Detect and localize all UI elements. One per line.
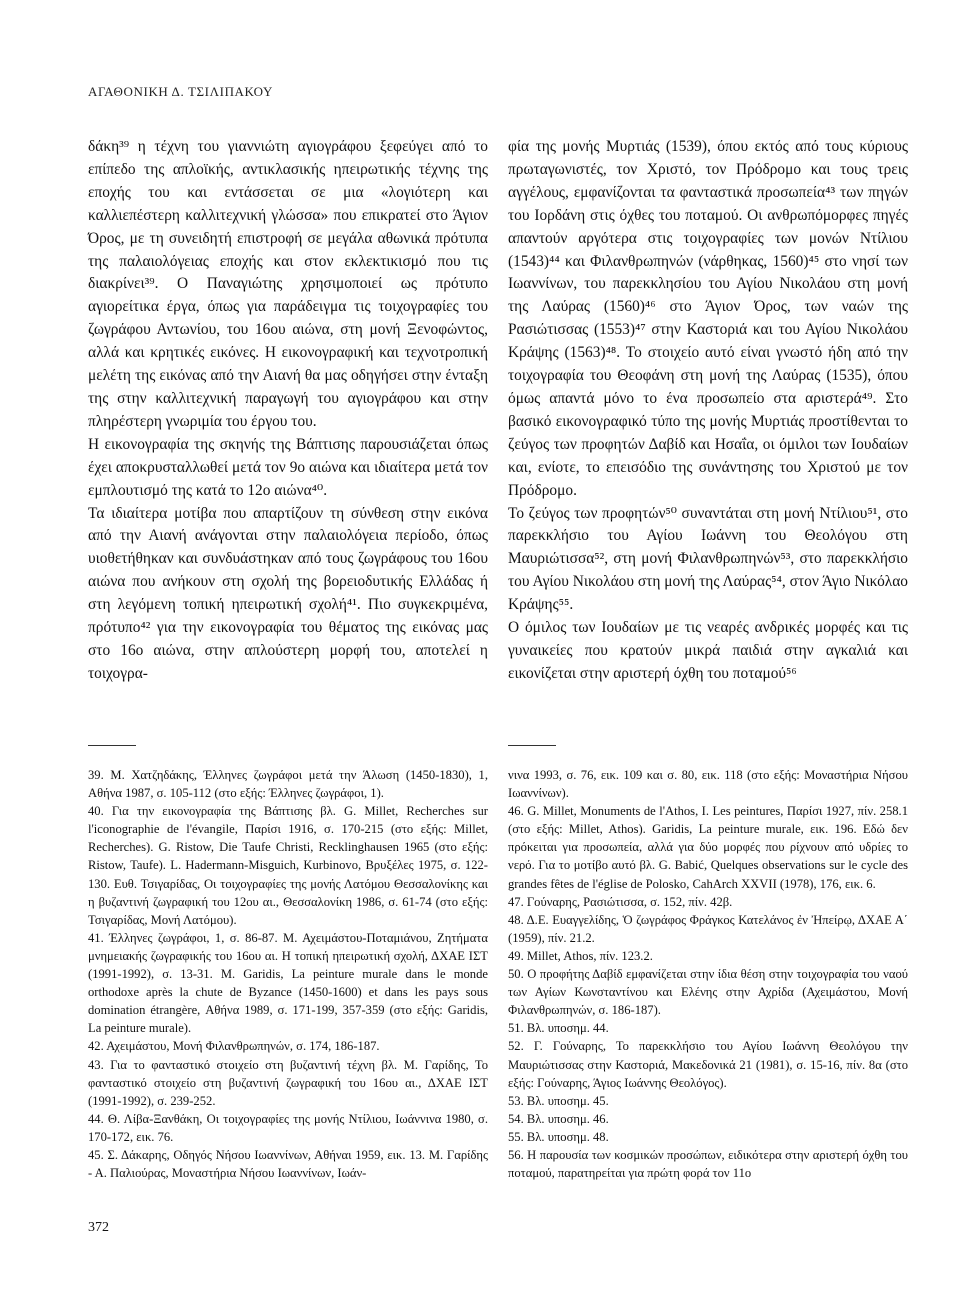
paragraph: Η εικονογραφία της σκηνής της Βάπτισης παρουσιάζεται όπως έχει αποκρυσταλλωθεί μετά τον 9ο αιώνα και ιδιαίτερα μετά τον εμπλουτισμό της κατά το 12ο αιώνα⁴⁰.: [88, 435, 488, 499]
footnote: 54. Βλ. υποσημ. 46.: [508, 1111, 609, 1126]
running-head: ΑΓΑΘΟΝΙΚΗ Δ. ΤΣΙΛΙΠΑΚΟΥ: [88, 84, 273, 99]
footnote: νινα 1993, σ. 76, εικ. 109 και σ. 80, εικ. 118 (στο εξής: Μοναστήρια Νήσου Ιωαννίνων).: [508, 768, 908, 801]
body-column-right: [508, 136, 908, 686]
footnote: 48. Δ.Ε. Ευαγγελίδης, Ὁ ζωγράφος Φράγκος Κατελάνος ἐν Ἠπείρῳ, ΔΧΑΕ Α΄ (1959), πίν. 21.2.: [508, 912, 908, 945]
page-number: 372: [88, 1220, 109, 1235]
footnote: 39. Μ. Χατζηδάκης, Έλληνες ζωγράφοι μετά την Άλωση (1450-1830), 1, Αθήνα 1987, σ. 105-112 (στο εξής: Έλληνες ζωγράφοι, 1).: [88, 768, 488, 801]
body-column-left: [88, 136, 488, 686]
footnotes-left: [88, 766, 488, 1182]
footnote: 49. Millet, Athos, πίν. 123.2.: [508, 948, 653, 963]
footnotes-right: [508, 766, 908, 1182]
footnote-separator: [508, 745, 556, 746]
paragraph: δάκη³⁹ η τέχνη του γιαννιώτη αγιογράφου ξεφεύγει από το επίπεδο της απλοϊκής, αντικλασικής ηπειρωτικής τέχνης της εποχής του και εντάσσεται σε μια «λογιότερη και καλλιεπέστερη καλλιτεχνική γλώσσα» που επικρατεί στο Άγιον Όρος, με τη συνειδητή επιστροφή σε μεγάλα αθωνικά πρότυπα της παλαιολόγειας εποχής και στον εκλεκτικισμό που τις διακρίνει³⁹. Ο Παναγιώτης χρησιμοποιεί ως πρότυπο αγιορείτικα έργα, όπως για παράδειγμα τις τοιχογραφίες του ζωγράφου Αντωνίου, του 16ου αιώνα, στη μονή Ξενοφώντος, αλλά και κρητικές εικόνες. Η εικονογραφική και τεχνοτροπική μελέτη της εικόνας από την Αιανή θα μας οδηγήσει στην ένταξη της στην καλλιτεχνική παραγωγή του αγιογράφου και στην πληρέστερη γνωριμία του έργου του.: [88, 138, 488, 430]
footnote: 42. Αχειμάστου, Μονή Φιλανθρωπηνών, σ. 174, 186-187.: [88, 1039, 380, 1054]
paragraph: φία της μονής Μυρτιάς (1539), όπου εκτός από τους κύριους πρωταγωνιστές, τον Χριστό, τον Πρόδρομο και τους τρεις αγγέλους, εμφανίζονται τα φανταστικά προσωπεία⁴³ των πηγών του Ιορδάνη στις όχθες του ποταμού. Οι ανθρωπόμορφες πηγές απαντούν αργότερα στις τοιχογραφίες των μονών Ντίλιου (1543)⁴⁴ και Φιλανθρωπηνών (νάρθηκας, 1560)⁴⁵ στο νησί των Ιωαννίνων, του παρεκκλησίου του Αγίου Νικολάου στη μονή της Λαύρας (1560)⁴⁶ στο Άγιον Όρος, των ναών της Ρασιώτισσας (1553)⁴⁷ στην Καστοριά και του Αγίου Νικολάου Κράψης (1563)⁴⁸. Το στοιχείο αυτό είναι γνωστό ήδη από την τοιχογραφία του Θεοφάνη στη μονή της Λαύρας (1535), όπου όμως απαντά μόνο το ένα προσωπείο στα αριστερά⁴⁹. Στο βασικό εικονογραφικό τύπο της μονής Μυρτιάς προστίθενται το ζεύγος των προφητών Δαβίδ και Ησαΐα, οι όμιλοι των Ιουδαίων και, ενίοτε, το επεισόδιο της συνάντησης του Χριστού με τον Πρόδρομο.: [508, 138, 908, 499]
footnote: 40. Για την εικονογραφία της Βάπτισης βλ. G. Millet, Recherches sur l'iconographie de l'évangile, Παρίσι 1916, σ. 170-215 (στο εξής: Millet, Recherches). G. Ristow, Die Taufe Christi, Recklinghausen 1965 (στο εξής: Ristow, Taufe). L. Hadermann-Misguich, Kurbinovo, Βρυξέλες 1975, σ. 122-130. Ευθ. Τσιγαρίδας, Οι τοιχογραφίες της μονής Λατόμου Θεσσαλονίκης και η βυζαντινή ζωγραφική του 12ου αι., Θεσσαλονίκη 1986, σ. 61-74 (στο εξής: Τσιγαρίδας, Μονή Λατόμου).: [88, 804, 488, 927]
paragraph: Τα ιδιαίτερα μοτίβα που απαρτίζουν τη σύνθεση στην εικόνα από την Αιανή ανάγονται στην παλαιολόγεια περίοδο, όπως υιοθετήθηκαν και συνδυάστηκαν από τους ζωγράφους του 16ου αιώνα που ανήκουν στη σχολή της βορειοδυτικής Ελλάδας ή στη λεγόμενη τοπική ηπειρωτική σχολή⁴¹. Πιο συγκεκριμένα, πρότυπο⁴² για την εικονογραφία του θέματος της εικόνας μας στο 16ο αιώνα, στην απλούστερη μορφή του, αποτελεί η τοιχογρα-: [88, 504, 488, 682]
footnote: 53. Βλ. υποσημ. 45.: [508, 1093, 609, 1108]
footnote: 44. Θ. Λίβα-Ξανθάκη, Οι τοιχογραφίες της μονής Ντίλιου, Ιωάννινα 1980, σ. 170-172, εικ. 76.: [88, 1111, 488, 1144]
paragraph: Ο όμιλος των Ιουδαίων με τις νεαρές ανδρικές μορφές και τις γυναικείες που κρατούν μικρά παιδιά στην αγκαλιά και εικονίζεται στην αριστερή όχθη του ποταμού⁵⁶: [508, 619, 908, 682]
footnote: 51. Βλ. υποσημ. 44.: [508, 1021, 609, 1036]
footnote: 50. Ο προφήτης Δαβίδ εμφανίζεται στην ίδια θέση στην τοιχογραφία του ναού των Αγίων Κωνσταντίνου και Ελένης στην Αχρίδα (Αχειμάστου, Μονή Φιλανθρωπηνών, σ. 186-187).: [508, 967, 908, 1018]
footnote-separator: [88, 745, 136, 746]
footnote: 41. Έλληνες ζωγράφοι, 1, σ. 86-87. Μ. Αχειμάστου-Ποταμιάνου, Ζητήματα μνημειακής ζωγραφικής του 16ου αι. Η τοπική ηπειρωτική σχολή, ΔΧΑΕ ΙΣΤ (1991-1992), σ. 13-31. M. Garidis, La peinture murale dans le monde orthodoxe après la chute de Byzance (1450-1600) et dans les pays sous domination étrangère, Αθήνα 1989, σ. 171-199, 357-359 (στο εξής: Garidis, La peinture murale).: [88, 930, 488, 1036]
footnote: 56. Η παρουσία των κοσμικών προσώπων, ειδικότερα στην αριστερή όχθη του ποταμού, παρατηρείται για πρώτη φορά τον 11ο: [508, 1147, 908, 1181]
footnote: 55. Βλ. υποσημ. 48.: [508, 1129, 609, 1144]
paragraph: Το ζεύγος των προφητών⁵⁰ συναντάται στη μονή Ντίλιου⁵¹, στο παρεκκλήσιο του Αγίου Ιωάννη του Θεολόγου στη Μαυριώτισσα⁵², στη μονή Φιλανθρωπηνών⁵³, στο παρεκκλήσιο του Αγίου Νικολάου στη μονή της Λαύρας⁵⁴, στον Άγιο Νικόλαο Κράψης⁵⁵.: [508, 504, 908, 614]
footnote: 43. Για το φανταστικό στοιχείο στη βυζαντινή τέχνη βλ. Μ. Γαρίδης, Το φανταστικό στοιχείο στη βυζαντινή ζωγραφική του 16ου αι., ΔΧΑΕ ΙΣΤ (1991-1992), σ. 239-252.: [88, 1057, 488, 1108]
footnote: 45. Σ. Δάκαρης, Οδηγός Νήσου Ιωαννίνων, Αθήναι 1959, εικ. 13. Μ. Γαρίδης - Α. Παλιούρας, Μοναστήρια Νήσου Ιωαννίνων, Ιωάν-: [88, 1147, 488, 1181]
footnote: 52. Γ. Γούναρης, Το παρεκκλήσιο του Αγίου Ιωάννη Θεολόγου την Μαυριώτισσας στην Καστοριά, Μακεδονικά 21 (1981), σ. 15-16, πίν. 8α (στο εξής: Γούναρης, Άγιος Ιωάννης Θεολόγος).: [508, 1039, 908, 1090]
footnote: 46. G. Millet, Monuments de l'Athos, I. Les peintures, Παρίσι 1927, πίν. 258.1 (στο εξής: Millet, Athos). Garidis, La peinture murale, εικ. 196. Εδώ δεν πρόκειται για προσωπεία, αλλά για δύο μορφές που ρίχνουν από υδρίες το νερό. Για το μοτίβο αυτό βλ. G. Babić, Quelques observations sur le cycle des grandes fêtes de l'église de Polosko, CahArch XXVII (1978), 176, εικ. 6.: [508, 804, 908, 891]
footnote: 47. Γούναρης, Ρασιώτισσα, σ. 152, πίν. 42β.: [508, 894, 733, 909]
